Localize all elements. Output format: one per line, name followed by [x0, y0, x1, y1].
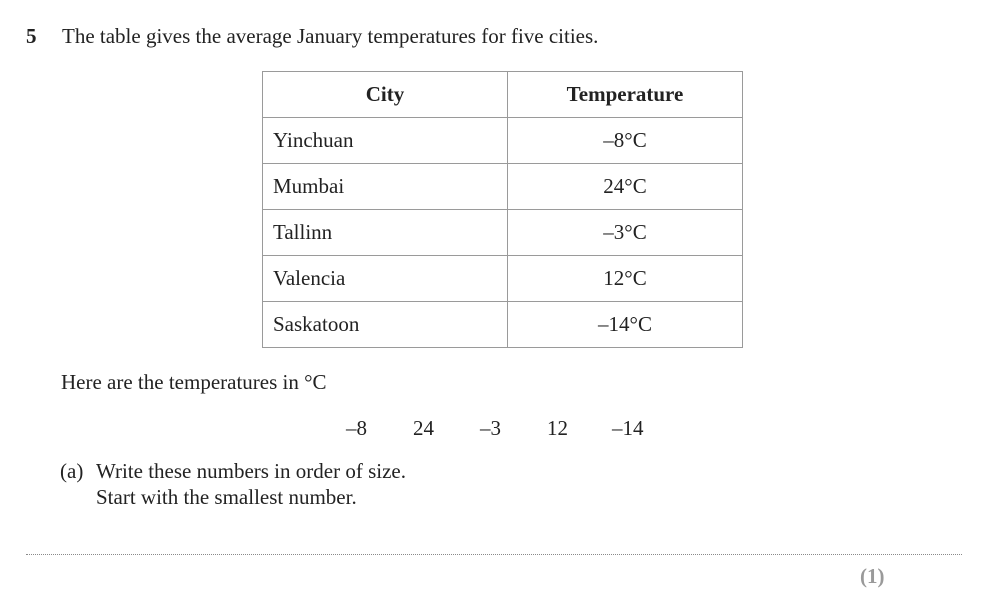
table-row — [263, 210, 743, 256]
part-a-instruction: Write these numbers in order of size. — [96, 459, 406, 483]
city-cell: Mumbai — [263, 164, 508, 210]
table-row — [263, 256, 743, 302]
temperature-cell: –14°C — [508, 302, 743, 348]
table-row — [263, 164, 743, 210]
temperature-cell: 24°C — [508, 164, 743, 210]
column-header-city: City — [263, 72, 508, 118]
city-cell: Yinchuan — [263, 118, 508, 164]
part-a-label: (a) — [60, 459, 84, 483]
number-item: 12 — [547, 416, 568, 440]
table-header-row — [263, 72, 743, 118]
question-number: 5 — [26, 24, 37, 48]
temperature-cell: –3°C — [508, 210, 743, 256]
number-item: –8 — [346, 416, 367, 440]
temperature-table — [262, 71, 743, 348]
table-row — [263, 118, 743, 164]
number-item: 24 — [413, 416, 434, 440]
part-a-instruction-secondary: Start with the smallest number. — [96, 485, 357, 509]
number-item: –3 — [480, 416, 501, 440]
city-cell: Saskatoon — [263, 302, 508, 348]
temperature-number-list — [0, 416, 1000, 444]
table-row — [263, 302, 743, 348]
temperatures-intro: Here are the temperatures in °C — [61, 370, 327, 394]
column-header-temperature: Temperature — [508, 72, 743, 118]
marks-indicator: (1) — [860, 564, 885, 588]
city-cell: Valencia — [263, 256, 508, 302]
answer-line[interactable] — [26, 554, 962, 555]
temperature-cell: –8°C — [508, 118, 743, 164]
city-cell: Tallinn — [263, 210, 508, 256]
number-item: –14 — [612, 416, 644, 440]
temperature-cell: 12°C — [508, 256, 743, 302]
question-intro: The table gives the average January temperatures for five cities. — [62, 24, 599, 48]
